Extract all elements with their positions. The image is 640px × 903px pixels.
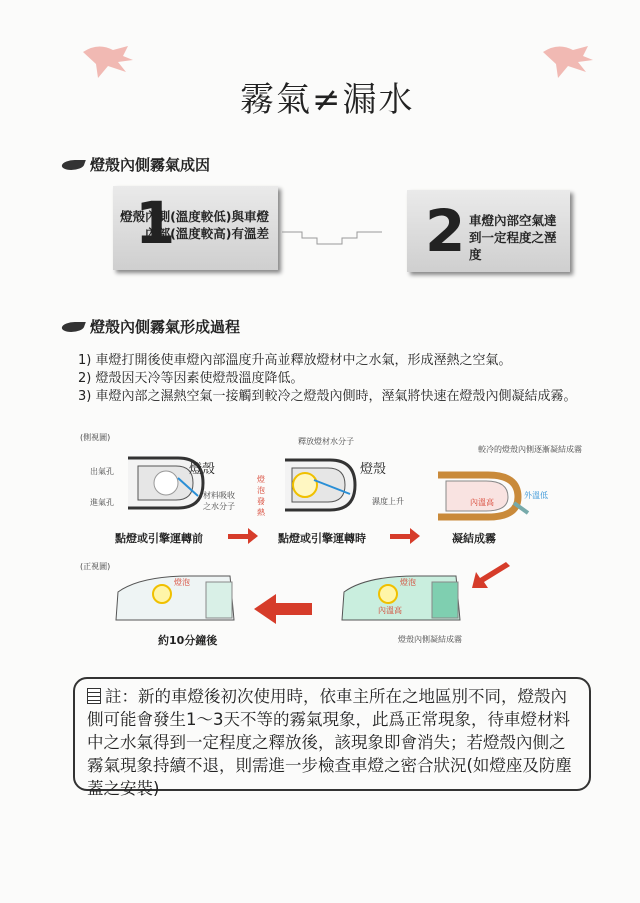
note-text: 註：新的車燈後初次使用時，依車主所在之地區別不同，燈殼內側可能會發生1～3天不等的霧氣現象，此爲正常現象，待車燈材料中之水氣得到一定程度之釋放後，該現象即會消失；若燈殼內側之霧氣現象持續不退，則需進一步檢查車燈之密合狀況(如燈座及防塵蓋之安裝) [87, 687, 572, 798]
cause-box-1 [113, 186, 278, 270]
note-box [73, 677, 591, 798]
label-inlet: 進氣孔 [90, 498, 114, 507]
red-arrow-left-body [272, 603, 312, 615]
label-inner-high-2: 內溫高 [378, 606, 402, 615]
label-shell-1: 燈殼 [189, 462, 216, 477]
pen-bullet-icon [60, 322, 86, 332]
caption-during: 點燈或引擎運轉時 [278, 532, 366, 545]
label-outer-low: 外溫低 [524, 491, 548, 500]
red-arrow-right-2 [390, 534, 412, 539]
red-arrow-diagonal [470, 560, 510, 590]
eagle-logo-right [538, 42, 598, 82]
label-inner-high: 內溫高 [470, 498, 494, 507]
red-arrow-left-head [254, 594, 276, 624]
label-release: 釋放燈材水分子 [298, 437, 354, 446]
label-shell-2: 燈殼 [360, 462, 387, 477]
label-heat-source: 燈泡發熱 [257, 475, 265, 517]
red-arrow-head-2 [410, 528, 420, 544]
lamp-diagram-condense [428, 455, 538, 525]
label-bulb-after: 燈泡 [174, 578, 190, 587]
process-step-2: 2) 燈殼因天冷等因素使燈殼溫度降低。 [78, 371, 304, 386]
section-heading-process [62, 316, 240, 337]
section-heading-process-text: 燈殼內側霧氣形成過程 [90, 318, 241, 336]
label-bulb-fog: 燈泡 [400, 578, 416, 587]
side-view-label: (側視圖) [80, 433, 111, 442]
eagle-logo-left [78, 42, 138, 82]
note-icon [87, 688, 101, 704]
pen-bullet-icon [60, 160, 86, 170]
label-material: 材料吸收之水分子 [203, 491, 235, 511]
lamp-diagram-during [270, 450, 360, 520]
cause-number-1: 1 [135, 189, 176, 257]
label-temp-up: 濕度上升 [372, 497, 404, 506]
caption-before: 點燈或引擎運轉前 [115, 532, 203, 545]
label-cold-inner: 較冷的燈殼內側逐漸凝結成霧 [478, 445, 582, 454]
section-heading-causes [62, 154, 210, 175]
front-view-label: (正視圖) [80, 562, 111, 571]
label-fog-inner: 燈殼內側凝結成霧 [398, 635, 462, 644]
process-step-1: 1) 車燈打開後使車燈內部溫度升高並釋放燈材中之水氣，形成溼熱之空氣。 [78, 353, 512, 368]
connector-line [282, 230, 382, 250]
caption-condense: 凝結成霧 [452, 532, 496, 545]
caption-after: 約10分鐘後 [158, 634, 218, 647]
red-arrow-right-1 [228, 534, 250, 539]
cause-box-2 [407, 190, 570, 272]
cause-text-2: 車燈內部空氣達到一定程度之溼度 [469, 213, 557, 262]
section-heading-causes-text: 燈殼內側霧氣成因 [90, 156, 211, 174]
cause-number-2: 2 [425, 197, 466, 265]
page-title: 霧氣≠漏水 [240, 80, 415, 120]
label-outlet: 出氣孔 [90, 467, 114, 476]
red-arrow-head-1 [248, 528, 258, 544]
process-steps [78, 352, 576, 406]
cause-text-1: 燈殼內側(溫度較低)與車燈內部(溫度較高)有溫差 [120, 209, 269, 241]
process-step-3: 3) 車燈內部之濕熱空氣一接觸到較冷之燈殼內側時，溼氣將快速在燈殼內側凝結成霧。 [78, 389, 577, 404]
